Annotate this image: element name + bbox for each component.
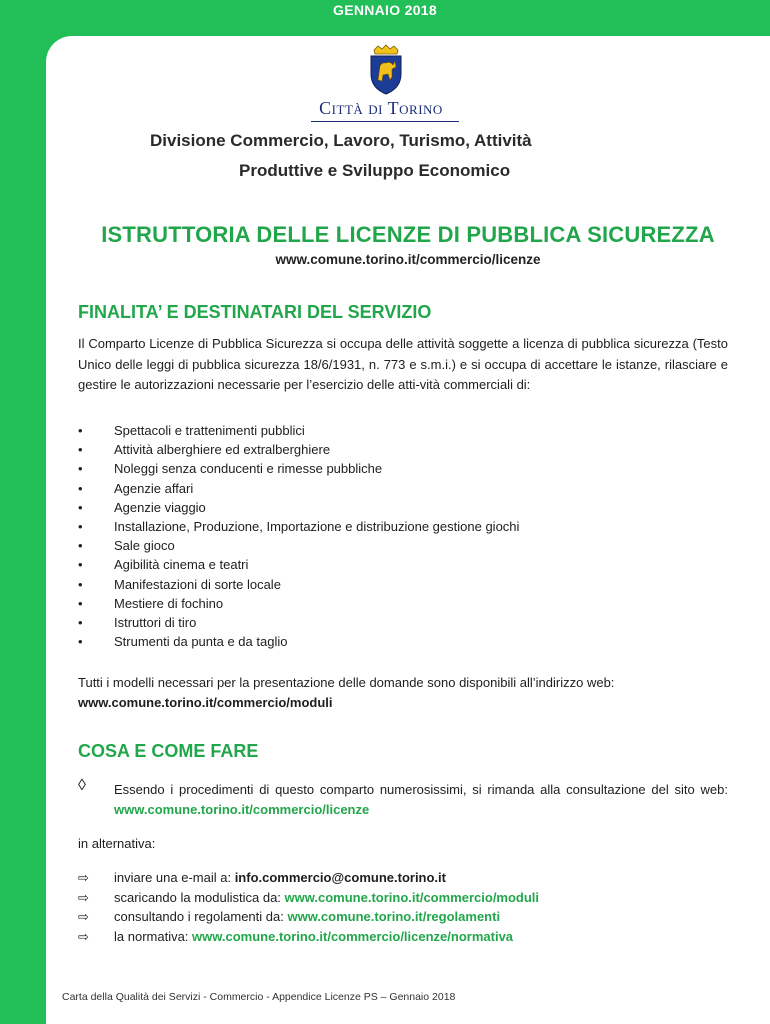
bull-crest-icon (366, 44, 406, 96)
city-name: Città di Torino (319, 98, 443, 118)
header-date: GENNAIO 2018 (333, 2, 437, 18)
moduli-link[interactable]: www.comune.torino.it/commercio/moduli (284, 889, 540, 905)
bullet-icon: • (78, 499, 83, 515)
list-item: ⇨ inviare una e-mail a: info.commercio@comune.torino.it (78, 868, 728, 888)
bullet-icon: • (78, 634, 83, 650)
bullet-icon: • (78, 557, 83, 573)
arrow-right-icon: ⇨ (78, 870, 89, 885)
intro-paragraph: Il Comparto Licenze di Pubblica Sicurezza si occupa delle attività soggette a licenza di pubblica sicurezza (Testo Unico delle leggi di pubblica sicurezza 18/6/1931, n. 773 e s.m.i.) e si occupa di accettare le istanze, rilasciare e gestire le autorizzazioni necessarie per l’esercizio delle atti-vità commerciali di: (78, 336, 728, 392)
list-item: • Agenzie affari (78, 479, 728, 498)
list-item: ⇨ la normativa: www.comune.torino.it/commercio/licenze/normativa (78, 927, 728, 947)
list-item: • Mestiere di fochino (78, 594, 728, 613)
section-heading-cosa-fare: COSA E COME FARE (78, 741, 259, 761)
arrow-right-icon: ⇨ (78, 889, 89, 905)
list-item: ⇨ consultando i regolamenti da: www.comune.torino.it/regolamenti (78, 907, 728, 927)
contact-options-list (78, 868, 728, 946)
bullet-icon: • (78, 442, 83, 458)
arrow-right-icon: ⇨ (78, 928, 89, 944)
activity-list (78, 421, 728, 651)
list-item: • Installazione, Produzione, Importazione e distribuzione gestione giochi (78, 517, 728, 536)
normativa-link[interactable]: www.comune.torino.it/commercio/licenze/normativa (192, 928, 514, 944)
section-heading-finalita: FINALITA’ E DESTINATARI DEL SERVIZIO (78, 302, 432, 322)
bullet-icon: • (78, 461, 83, 477)
list-item: ⇨ scaricando la modulistica da: www.comune.torino.it/commercio/moduli (78, 888, 728, 908)
email-link[interactable]: info.commercio@comune.torino.it (234, 870, 446, 885)
division-line-2: Produttive e Sviluppo Economico (239, 161, 511, 180)
document-page (46, 36, 770, 1024)
list-item: • Manifestazioni di sorte locale (78, 575, 728, 594)
bullet-icon: • (78, 595, 83, 611)
page-footer: Carta della Qualità dei Servizi - Commercio - Appendice Licenze PS – Gennaio 2018 (62, 991, 456, 1003)
diamond-icon: ◊ (78, 777, 86, 794)
list-item: • Sale gioco (78, 536, 728, 555)
list-item: • Agibilità cinema e teatri (78, 555, 728, 574)
moduli-paragraph (78, 673, 728, 713)
list-item: • Noleggi senza conducenti e rimesse pubbliche (78, 459, 728, 478)
division-line-1: Divisione Commercio, Lavoro, Turismo, Attività (150, 131, 532, 150)
bullet-icon: • (78, 538, 83, 554)
consult-text: Essendo i procedimenti di questo comparto numerosissimi, si rimanda alla consultazione del sito web: (114, 782, 728, 797)
bullet-icon: • (78, 615, 83, 631)
list-item: • Attività alberghiere ed extralberghiere (78, 440, 728, 459)
moduli-text: Tutti i modelli necessari per la presentazione delle domande sono disponibili all’indirizzo web: (78, 675, 615, 690)
bullet-icon: • (78, 519, 83, 535)
list-item: • Spettacoli e trattenimenti pubblici (78, 421, 728, 440)
list-item: • Istruttori di tiro (78, 613, 728, 632)
page-title: ISTRUTTORIA DELLE LICENZE DI PUBBLICA SICUREZZA (101, 222, 715, 247)
bullet-icon: • (78, 576, 83, 592)
title-url-link[interactable]: www.comune.torino.it/commercio/licenze (275, 252, 541, 267)
list-item: • Agenzie viaggio (78, 498, 728, 517)
arrow-right-icon: ⇨ (78, 909, 89, 924)
list-item: • Strumenti da punta e da taglio (78, 632, 728, 651)
header-band (0, 0, 770, 40)
moduli-url-link[interactable]: www.comune.torino.it/commercio/moduli (78, 695, 333, 710)
regolamenti-link[interactable]: www.comune.torino.it/regolamenti (287, 909, 501, 924)
city-name-underline (311, 121, 459, 122)
consult-url-link[interactable]: www.comune.torino.it/commercio/licenze (114, 802, 370, 817)
alternative-label: in alternativa: (78, 836, 156, 851)
bullet-icon: • (78, 480, 83, 496)
bullet-icon: • (78, 423, 83, 438)
